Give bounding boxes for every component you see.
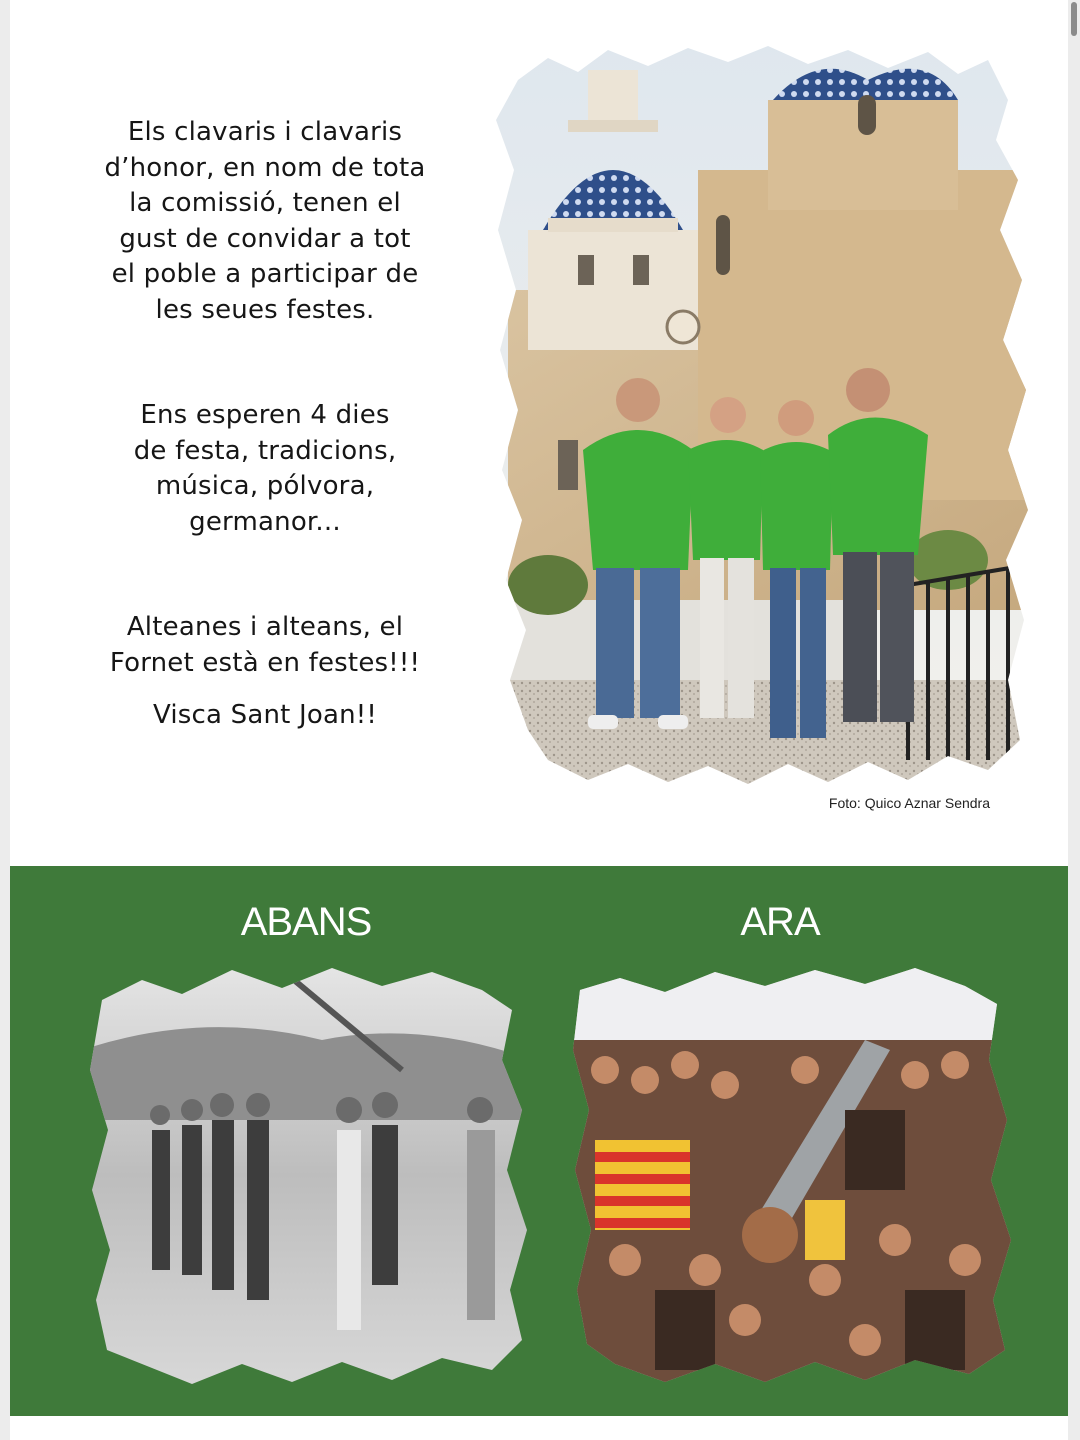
scrollbar-thumb[interactable] [1071,2,1077,36]
document-page [10,0,1068,1440]
intro-line: la comissió, tenen el [129,188,401,218]
senyera-flag [595,1140,690,1230]
intro-line: Alteanes i alteans, el [126,612,404,642]
intro-line: de festa, tradicions, [133,435,397,466]
intro-line: el poble a participar de [111,259,419,289]
intro-line: d’honor, en nom de tota [104,152,426,183]
abans-heading: ABANS [240,900,372,944]
intro-paragraph-greeting [70,610,460,681]
intro-line: gust de convidar a tot [119,223,411,254]
intro-line: germanor... [189,506,341,537]
photo-credit: Foto: Quico Aznar Sendra [828,795,990,811]
vertical-scrollbar[interactable] [1070,0,1078,1440]
intro-paragraph-invitation [70,115,460,328]
page-bottom-margin [10,1416,1068,1440]
intro-line: Els clavaris i clavaris [127,117,403,147]
intro-line: Ens esperen 4 dies [140,400,390,430]
intro-line: les seues festes. [155,294,375,325]
abans-historic-photo [82,960,532,1390]
intro-line: música, pólvora, [155,471,375,501]
clavaris-group-photo [488,40,1028,785]
ara-crowd-photo [565,960,1015,1390]
ara-heading: ARA [740,900,820,944]
intro-paragraph-days [70,398,460,540]
intro-closing: Visca Sant Joan!! [152,700,378,730]
intro-line: Fornet està en festes!!! [109,647,421,678]
